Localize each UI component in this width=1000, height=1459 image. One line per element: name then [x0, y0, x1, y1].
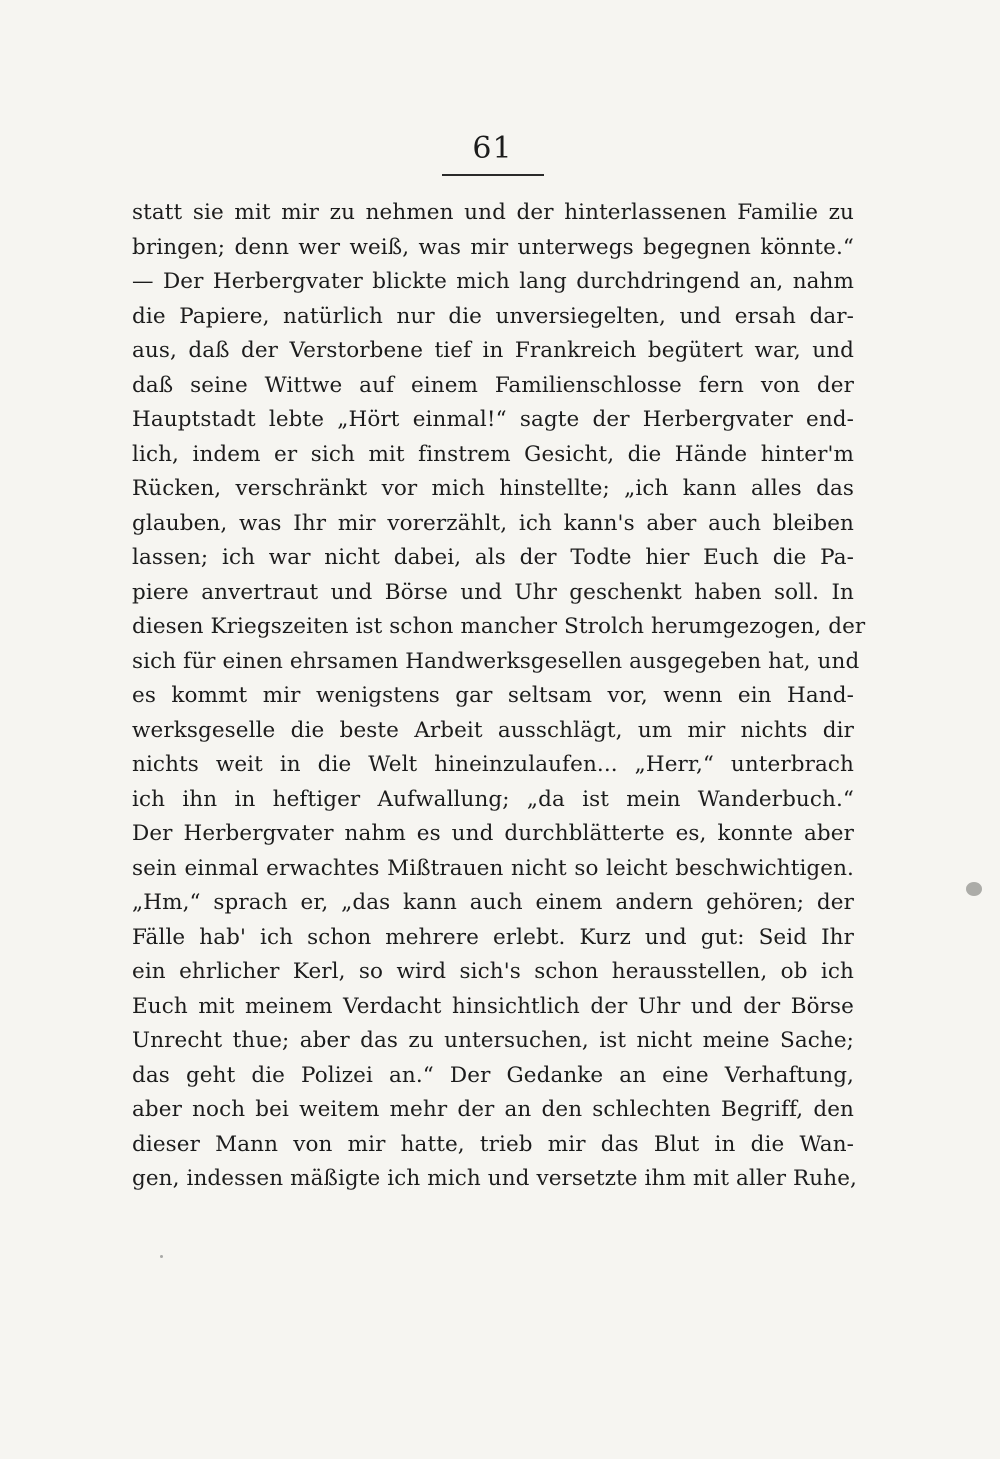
- body-text: [132, 196, 866, 1197]
- text-line: ein ehrlicher Kerl, so wird sich's schon herausstellen, ob ich: [132, 959, 854, 984]
- text-line: dieser Mann von mir hatte, trieb mir das Blut in die Wan-: [132, 1131, 854, 1157]
- text-line: diesen Kriegszeiten ist schon mancher Strolch herumgezogen, der: [132, 614, 866, 639]
- text-line: piere anvertraut und Börse und Uhr geschenkt haben soll. In: [132, 579, 854, 605]
- text-line: die Papiere, natürlich nur die unversiegelten, und ersah dar-: [132, 303, 854, 329]
- text-line: das geht die Polizei an.“ Der Gedanke an eine Verhaftung,: [132, 1062, 854, 1088]
- text-line: werksgeselle die beste Arbeit ausschlägt, um mir nichts dir: [132, 717, 854, 743]
- paper-blemish: [966, 882, 982, 896]
- text-line: bringen; denn wer weiß, was mir unterwegs begegnen könnte.“: [132, 234, 854, 260]
- text-line: — Der Herbergvater blickte mich lang durchdringend an, nahm: [132, 269, 854, 294]
- text-line: Der Herbergvater nahm es und durchblätterte es, konnte aber: [132, 821, 854, 846]
- text-line: ich ihn in heftiger Aufwallung; „da ist mein Wanderbuch.“: [132, 786, 854, 812]
- text-line: Euch mit meinem Verdacht hinsichtlich der Uhr und der Börse: [132, 993, 854, 1019]
- text-line: es kommt mir wenigstens gar seltsam vor, wenn ein Hand-: [132, 683, 854, 708]
- text-line: statt sie mit mir zu nehmen und der hinterlassenen Familie zu: [132, 200, 854, 225]
- text-line: lassen; ich war nicht dabei, als der Todte hier Euch die Pa-: [132, 545, 854, 570]
- text-line: lich, indem er sich mit finstrem Gesicht, die Hände hinter'm: [132, 441, 854, 467]
- text-line: gen, indessen mäßigte ich mich und versetzte ihm mit aller Ruhe,: [132, 1166, 857, 1191]
- text-line: sich für einen ehrsamen Handwerksgesellen ausgegeben hat, und: [132, 648, 860, 674]
- text-line: Fälle hab' ich schon mehrere erlebt. Kurz und gut: Seid Ihr: [132, 924, 854, 950]
- text-line: glauben, was Ihr mir vorerzählt, ich kann's aber auch bleiben: [132, 510, 854, 536]
- text-line: nichts weit in die Welt hineinzulaufen... „Herr,“ unterbrach: [132, 752, 854, 777]
- text-line: Unrecht thue; aber das zu untersuchen, ist nicht meine Sache;: [132, 1028, 854, 1053]
- text-line: Rücken, verschränkt vor mich hinstellte; „ich kann alles das: [132, 476, 854, 501]
- page-number-rule: [442, 174, 544, 176]
- paper-speck: [160, 1255, 163, 1258]
- text-line: Hauptstadt lebte „Hört einmal!“ sagte der Herbergvater end-: [132, 407, 854, 432]
- text-line: sein einmal erwachtes Mißtrauen nicht so leicht beschwichtigen.: [132, 855, 854, 881]
- text-line: „Hm,“ sprach er, „das kann auch einem andern gehören; der: [132, 890, 854, 915]
- page-number: 61: [472, 131, 513, 166]
- text-line: aus, daß der Verstorbene tief in Frankreich begütert war, und: [132, 338, 854, 363]
- text-line: daß seine Wittwe auf einem Familienschlosse fern von der: [132, 372, 854, 398]
- text-line: aber noch bei weitem mehr der an den schlechten Begriff, den: [132, 1097, 854, 1122]
